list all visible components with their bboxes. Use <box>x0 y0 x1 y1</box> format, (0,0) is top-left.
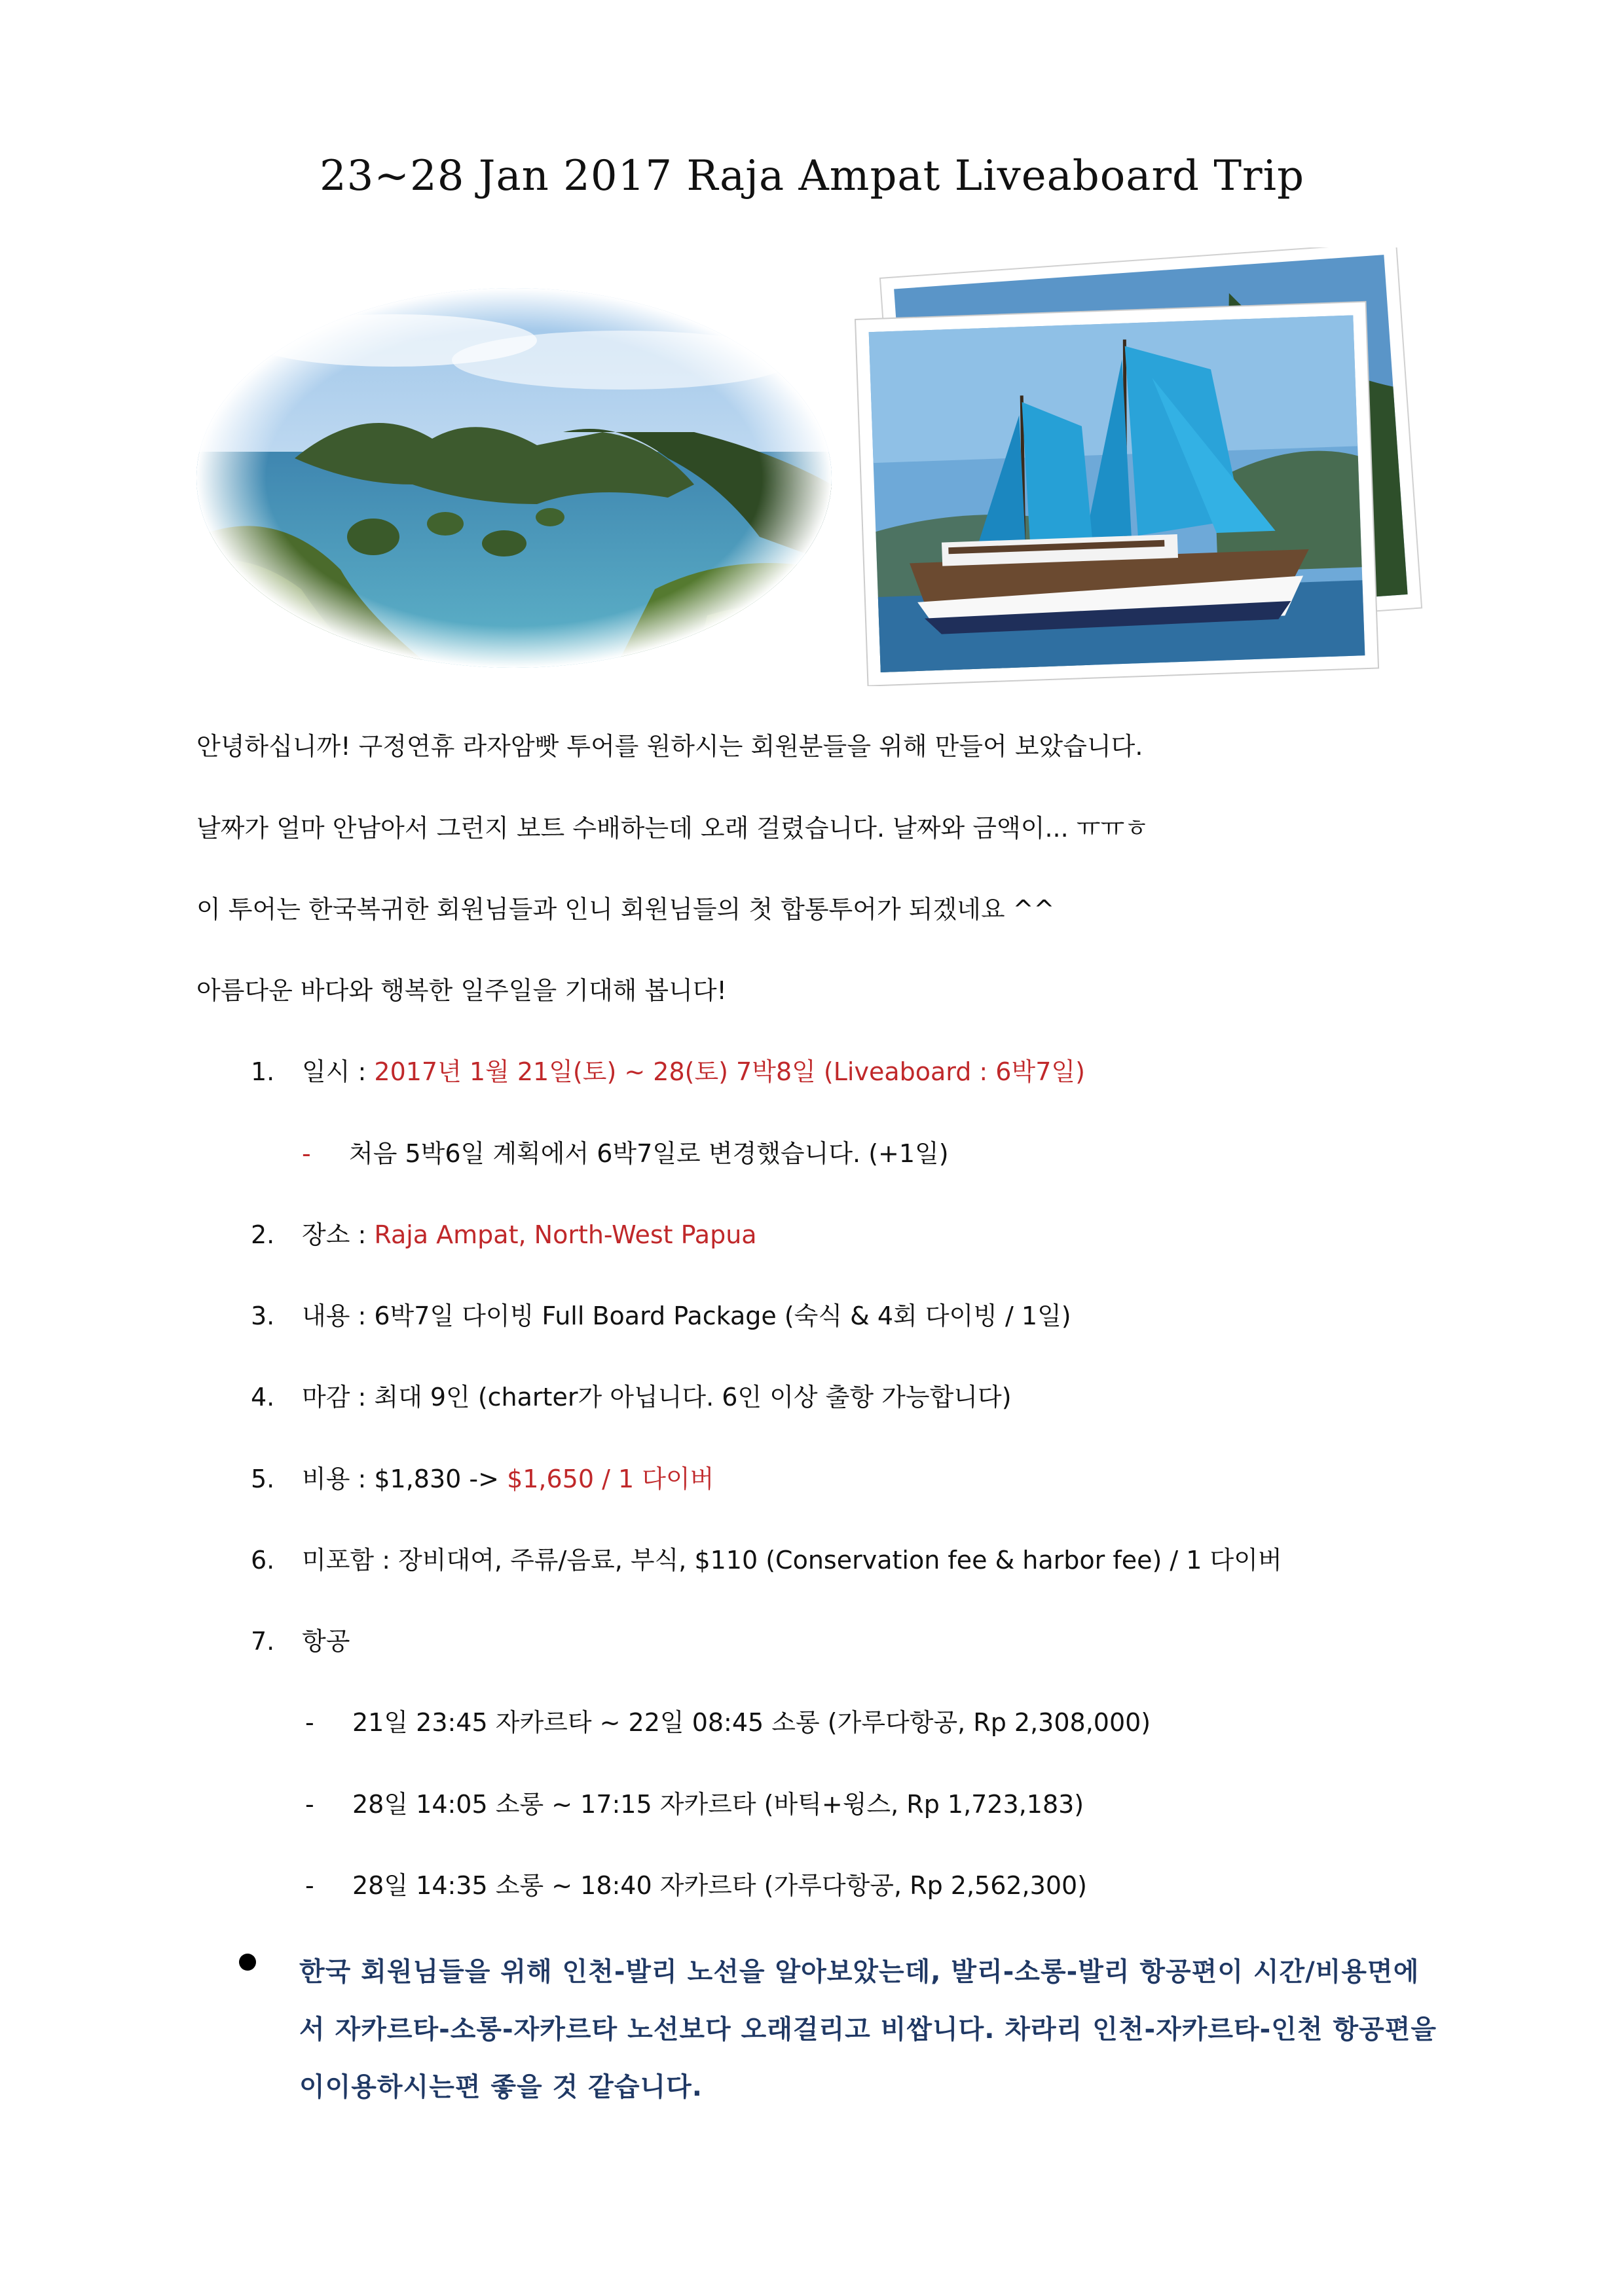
item-date <box>251 1057 1495 1087</box>
bullet-icon <box>239 1954 256 1971</box>
item-cost <box>251 1465 1495 1495</box>
item-text: 내용 : 6박7일 다이빙 Full Board Package (숙식 & 4회 다이빙 / 1일) <box>302 1302 1071 1330</box>
item-sub-text: 처음 5박6일 계획에서 6박7일로 변경했습니다. (+1일) <box>349 1139 949 1168</box>
dash-marker: - <box>302 1139 311 1168</box>
item-label: 장소 : <box>302 1220 375 1249</box>
flight-text: 28일 14:05 소롱 ~ 17:15 자카르타 (바틱+윙스, Rp 1,723,183) <box>352 1790 1084 1819</box>
item-excluded <box>251 1546 1495 1576</box>
flight-text: 21일 23:45 자카르타 ~ 22일 08:45 소롱 (가루다항공, Rp 2,308,000) <box>352 1708 1151 1737</box>
item-number: 3. <box>251 1302 275 1330</box>
item-value: 2017년 1월 21일(토) ~ 28(토) 7박8일 (Liveaboard : 6박7일) <box>374 1057 1085 1086</box>
dash-marker: - <box>305 1708 314 1737</box>
flight-3 <box>305 1871 1549 1901</box>
item-flights <box>251 1627 1495 1657</box>
item-label: 일시 : <box>302 1057 375 1086</box>
dash-marker: - <box>305 1871 314 1900</box>
ship-photo <box>848 247 1431 686</box>
flight-2 <box>305 1790 1549 1820</box>
dash-marker: - <box>305 1790 314 1819</box>
item-text: 항공 <box>302 1627 350 1656</box>
item-number: 4. <box>251 1383 275 1412</box>
airline-note-text: 한국 회원님들을 위해 인천-발리 노선을 알아보았는데, 발리-소롱-발리 항공편이 시간/비용면에서 자카르타-소롱-자카르타 노선보다 오래걸리고 비쌉니다. 차라리 인천-자카르타-인천 항공편을 이이용하시는편 좋을 것 같습니다. <box>299 1957 1437 2102</box>
island-photo <box>196 288 832 668</box>
item-deadline <box>251 1383 1495 1413</box>
item-number: 2. <box>251 1220 275 1249</box>
item-number: 7. <box>251 1627 275 1656</box>
intro-line-4: 아름다운 바다와 행복한 일주일을 기대해 봅니다! <box>196 976 727 1005</box>
page-title: 23~28 Jan 2017 Raja Ampat Liveaboard Trip <box>319 152 1305 200</box>
item-number: 5. <box>251 1465 275 1493</box>
flight-text: 28일 14:35 소롱 ~ 18:40 자카르타 (가루다항공, Rp 2,562,300) <box>352 1871 1087 1900</box>
item-content <box>251 1302 1495 1332</box>
intro-line-3: 이 투어는 한국복귀한 회원님들과 인니 회원님들의 첫 합통투어가 되겠네요 ^^ <box>196 895 1055 924</box>
item-date-sub <box>302 1139 1546 1169</box>
intro-line-2: 날짜가 얼마 안남아서 그런지 보트 수배하는데 오래 걸렸습니다. 날짜와 금액이... ㅠㅠㅎ <box>196 814 1149 843</box>
item-text: 마감 : 최대 9인 (charter가 아닙니다. 6인 이상 출항 가능합니다) <box>302 1383 1012 1412</box>
flight-1 <box>305 1708 1549 1738</box>
item-place <box>251 1220 1495 1250</box>
item-text: 미포함 : 장비대여, 주류/음료, 부식, $110 (Conservation fee & harbor fee) / 1 다이버 <box>302 1546 1282 1575</box>
item-label: 비용 : $1,830 -> <box>302 1465 507 1493</box>
item-number: 6. <box>251 1546 275 1575</box>
item-value: $1,650 / 1 다이버 <box>507 1465 714 1493</box>
item-value: Raja Ampat, North-West Papua <box>374 1220 757 1249</box>
intro-line-1: 안녕하십니까! 구정연휴 라자암빳 투어를 원하시는 회원분들을 위해 만들어 보았습니다. <box>196 732 1143 761</box>
item-number: 1. <box>251 1057 275 1086</box>
